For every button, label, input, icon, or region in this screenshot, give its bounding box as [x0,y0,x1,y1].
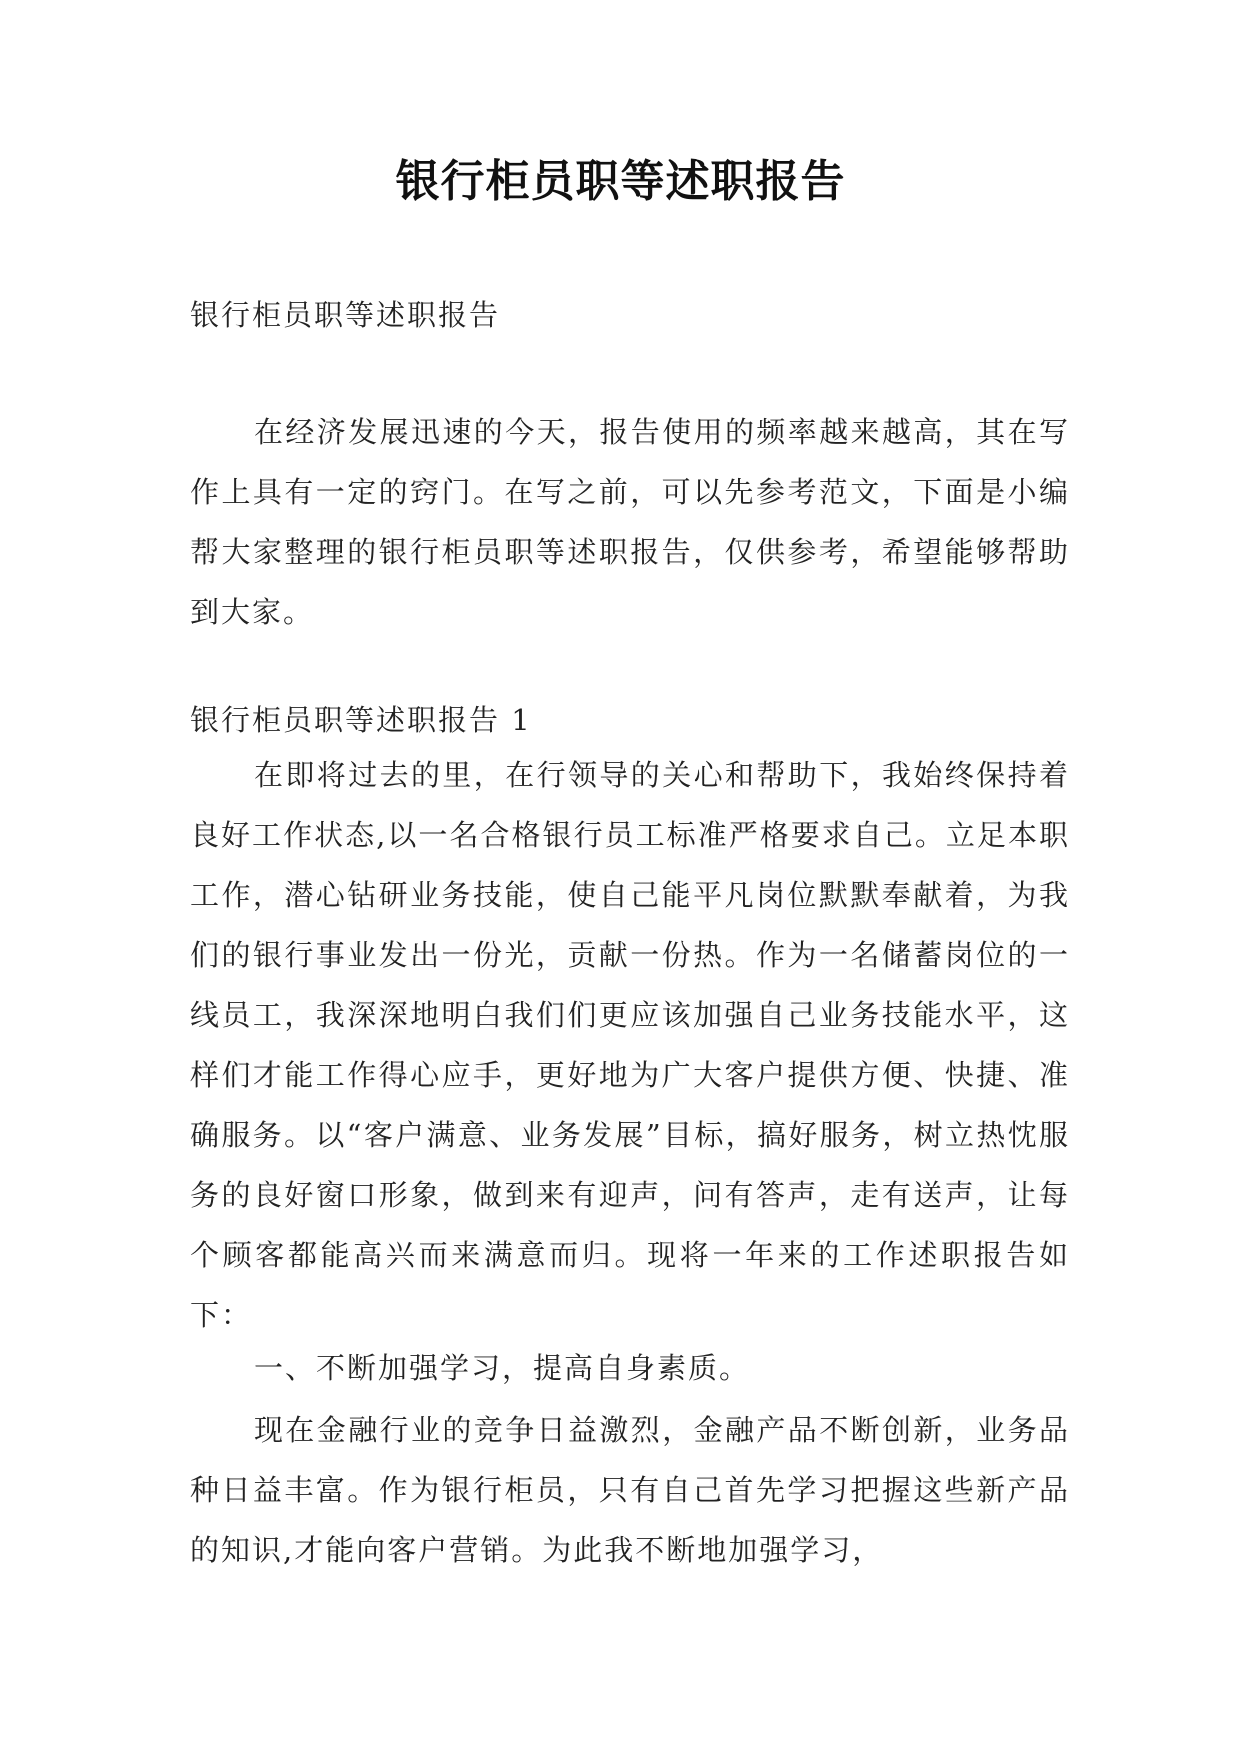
section-heading: 银行柜员职等述职报告 1 [190,703,532,737]
point-heading: 一、不断加强学习，提高自身素质。 [254,1351,751,1385]
body-paragraph: 现在金融行业的竞争日益激烈，金融产品不断创新，业务品种日益丰富。作为银行柜员，只有自己首先学习把握这些新产品的知识,才能向客户营销。为此我不断地加强学习， [190,1413,1070,1567]
document-title: 银行柜员职等述职报告 [395,156,846,207]
body-paragraph: 在即将过去的里，在行领导的关心和帮助下，我始终保持着良好工作状态,以一名合格银行员工标准严格要求自己。立足本职工作，潜心钻研业务技能，使自己能平凡岗位默默奉献着，为我们的银行事业发出一份光，贡献一份热。作为一名储蓄岗位的一线员工，我深深地明白我们们更应该加强自己业务技能水平，这样们才能工作得心应手，更好地为广大客户提供方便、快捷、准确服务。以“客户满意、业务发展”目标，搞好服务，树立热忱服务的良好窗口形象，做到来有迎声，问有答声，走有送声，让每个顾客都能高兴而来满意而归。现将一年来的工作述职报告如下： [190,758,1070,1332]
document-subtitle: 银行柜员职等述职报告 [190,298,501,332]
intro-paragraph: 在经济发展迅速的今天，报告使用的频率越来越高，其在写作上具有一定的窍门。在写之前，可以先参考范文，下面是小编帮大家整理的银行柜员职等述职报告，仅供参考，希望能够帮助到大家。 [190,415,1070,629]
